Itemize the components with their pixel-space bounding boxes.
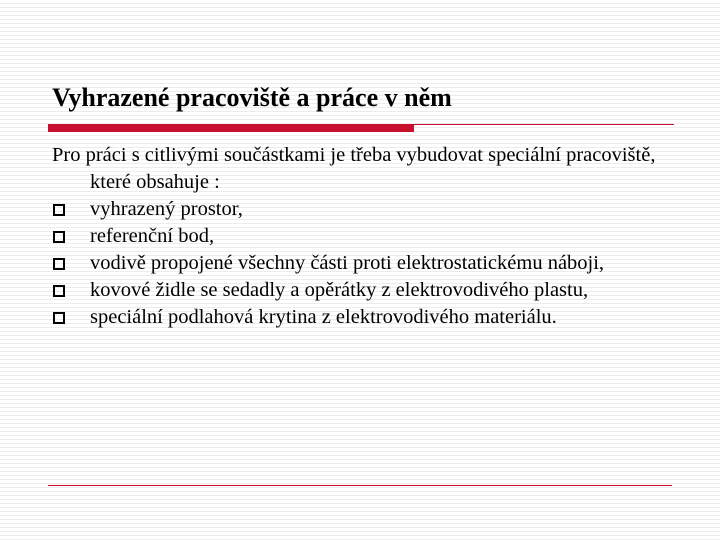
- list-item: [52, 196, 692, 223]
- list-item: [52, 277, 692, 304]
- list-item-text: speciální podlahová krytina z elektrovodivého materiálu.: [90, 306, 557, 328]
- square-bullet-icon: [53, 204, 65, 216]
- square-bullet-icon: [53, 285, 65, 297]
- square-bullet-icon: [53, 258, 65, 270]
- list-item-text: referenční bod,: [90, 225, 215, 247]
- intro-paragraph: Pro práci s citlivými součástkami je třeba vybudovat speciální pracoviště, které obsahuje :: [52, 144, 656, 193]
- slide-title: Vyhrazené pracoviště a práce v něm: [52, 83, 452, 112]
- bullet-list: [52, 196, 692, 331]
- title-underline-accent: [48, 124, 414, 132]
- list-item-text: kovové židle se sedadly a opěrátky z elektrovodivého plastu,: [90, 279, 589, 301]
- list-item: [52, 223, 692, 250]
- square-bullet-icon: [53, 231, 65, 243]
- list-item-text: vyhrazený prostor,: [90, 198, 243, 220]
- slide-body: [52, 142, 692, 331]
- list-item: [52, 304, 692, 331]
- square-bullet-icon: [53, 312, 65, 324]
- list-item: [52, 250, 692, 277]
- footer-divider: [48, 485, 672, 486]
- list-item-text: vodivě propojené všechny části proti elektrostatickému náboji,: [90, 252, 605, 274]
